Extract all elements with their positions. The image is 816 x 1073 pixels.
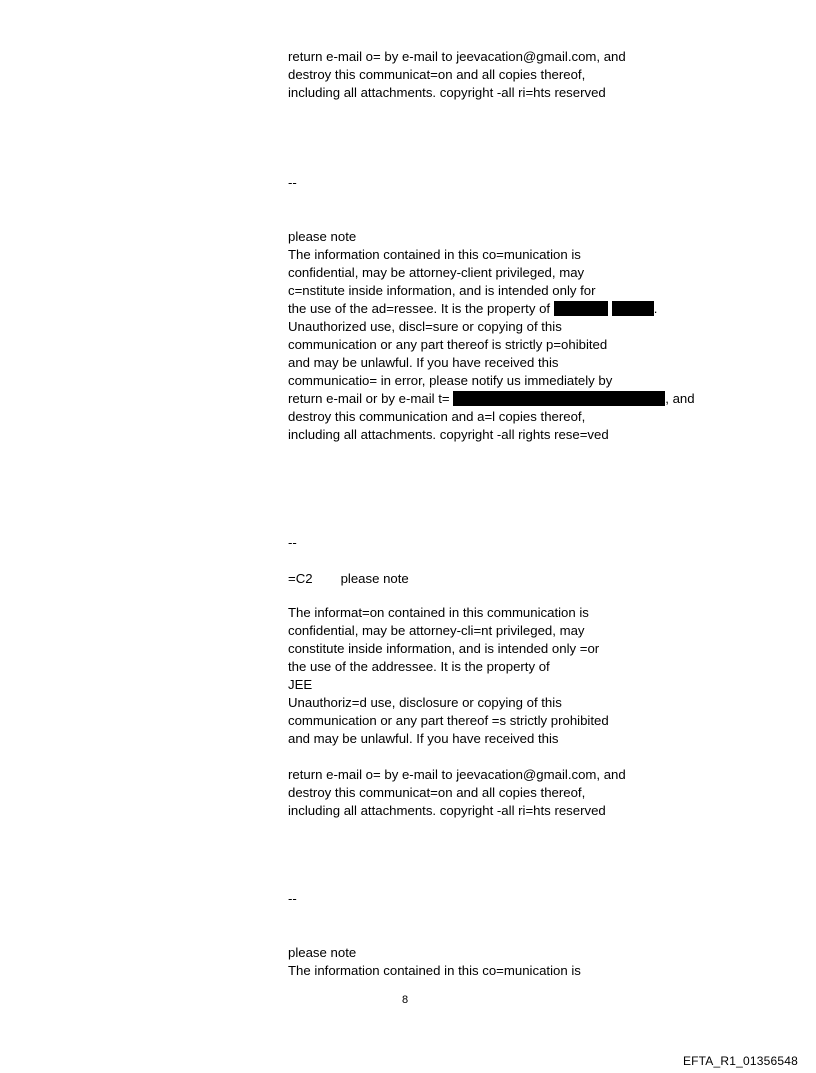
separator: --: [288, 175, 297, 190]
body-text-segment: the use of the ad=ressee. It is the property of: [288, 301, 554, 316]
body-text-line: the use of the addressee. It is the property of: [288, 659, 550, 674]
body-text-line: Unauthoriz=d use, disclosure or copying of this: [288, 695, 562, 710]
body-text-line: including all attachments. copyright -all ri=hts reserved: [288, 85, 606, 100]
body-text-line: communication or any part thereof =s strictly prohibited: [288, 713, 609, 728]
body-text-line: destroy this communicat=on and all copies thereof,: [288, 785, 586, 800]
body-text-line: please note: [288, 945, 357, 960]
separator: --: [288, 891, 297, 906]
redaction-box: [612, 301, 654, 316]
body-text-line: c=nstitute inside information, and is intended only for: [288, 283, 596, 298]
body-text-segment: .: [653, 301, 658, 316]
body-text-line: communication or any part thereof is strictly p=ohibited: [288, 337, 608, 352]
body-text-line: and may be unlawful. If you have received this: [288, 355, 559, 370]
redaction-box: [554, 301, 608, 316]
body-text-segment: return e-mail or by e-mail t=: [288, 391, 454, 406]
body-text-line: The informat=on contained in this communication is: [288, 605, 589, 620]
body-text-line: and may be unlawful. If you have received this: [288, 731, 559, 746]
body-text-line: [288, 300, 657, 318]
body-text-line: confidential, may be attorney-client privileged, may: [288, 265, 585, 280]
redaction-box: [453, 391, 665, 406]
separator: --: [288, 535, 297, 550]
body-text-line: return e-mail o= by e-mail to jeevacation@gmail.com, and: [288, 49, 626, 64]
body-text-line: communicatio= in error, please notify us immediately by: [288, 373, 613, 388]
body-text-line: including all attachments. copyright -all rights rese=ved: [288, 427, 609, 442]
body-text-line: please note: [288, 229, 357, 244]
body-text-line: including all attachments. copyright -all ri=hts reserved: [288, 803, 606, 818]
encoding-prefix: =C2: [288, 571, 313, 586]
body-text-line: destroy this communication and a=l copies thereof,: [288, 409, 586, 424]
section-heading: [288, 570, 409, 588]
body-text-line: constitute inside information, and is intended only =or: [288, 641, 600, 656]
body-text-line: confidential, may be attorney-cli=nt privileged, may: [288, 623, 585, 638]
body-text-line: return e-mail o= by e-mail to jeevacation@gmail.com, and: [288, 767, 626, 782]
body-text-line: The information contained in this co=munication is: [288, 247, 581, 262]
body-text-segment: , and: [665, 391, 695, 406]
body-text-line: destroy this communicat=on and all copies thereof,: [288, 67, 586, 82]
body-text-line: Unauthorized use, discl=sure or copying of this: [288, 319, 562, 334]
body-text-line: The information contained in this co=munication is: [288, 963, 581, 978]
body-text-line: [288, 390, 695, 408]
heading-text: please note: [340, 571, 409, 586]
body-text-line: JEE: [288, 677, 313, 692]
page-number: 8: [402, 994, 409, 1006]
bates-number: EFTA_R1_01356548: [682, 1054, 798, 1068]
